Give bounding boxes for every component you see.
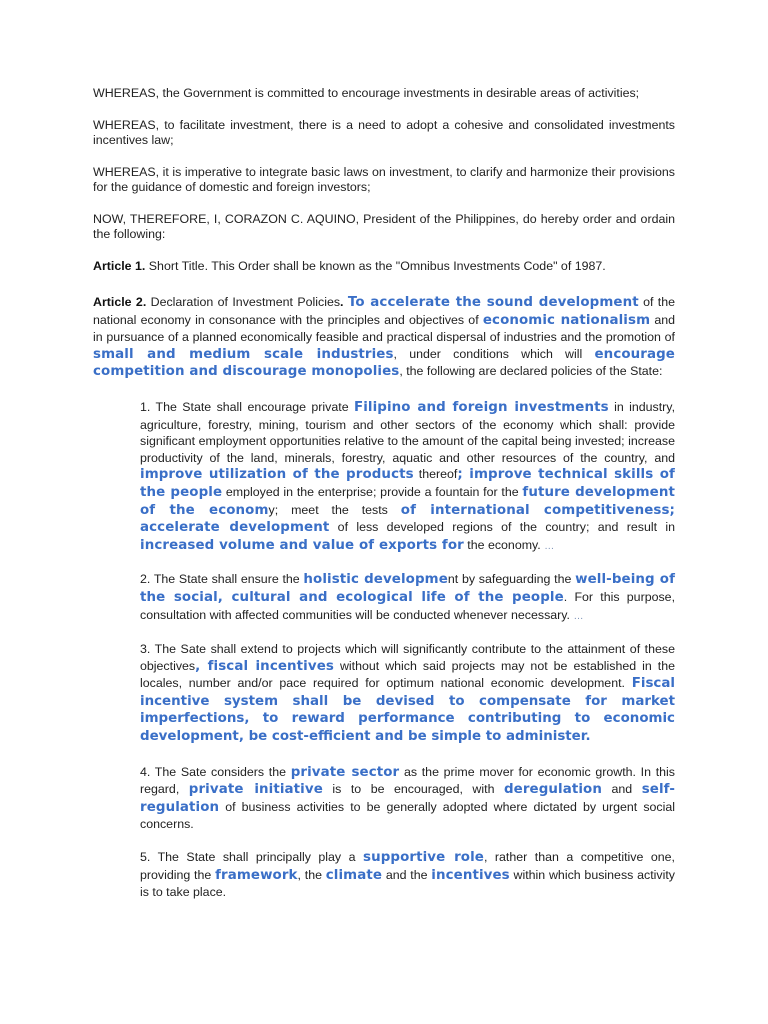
- policy-5-text-4: and the: [382, 867, 432, 882]
- article-2-text-3: , under conditions which will: [393, 346, 595, 361]
- policy-4-text-2: as the prime mover for economic growth. In this regard,: [140, 764, 675, 797]
- highlight-private-initiative: private initiative: [188, 782, 323, 798]
- highlight-fiscal-incentives: fiscal incentives: [207, 658, 334, 674]
- article-2-text-2: and in pursuance of a planned economically feasible and practical dispersal of industries and the promotion of: [93, 312, 675, 345]
- policy-1-text-1: 1. The State shall encourage private: [140, 399, 354, 414]
- policy-4-text-5: of business activities to be generally adopted where dictated by urgent social concerns.: [140, 799, 675, 832]
- policy-5-text-5: within which business activity is to take place.: [140, 867, 675, 900]
- policy-2-text-1: 2. The State shall ensure the: [140, 572, 304, 587]
- policy-item-4: [140, 764, 675, 833]
- policy-5-text-1: 5. The State shall principally play a: [140, 850, 363, 865]
- policy-4-text-3: is to be encouraged, with: [322, 782, 504, 797]
- highlight-incentives: incentives: [431, 867, 510, 883]
- article-2: [93, 294, 675, 381]
- policy-item-3: [140, 641, 675, 746]
- policy-1-text-6: of less developed regions of the country; and result in: [329, 520, 675, 535]
- ellipsis-marker: …: [544, 540, 555, 552]
- highlight-deregulation: deregulation: [503, 782, 602, 798]
- article-2-text-1: of the national economy in consonance with the principles and objectives of: [93, 295, 675, 327]
- highlight-improve-utilization: improve utilization of the products: [140, 467, 414, 483]
- highlight-self-regulation: self-regulation: [140, 782, 675, 815]
- article-2-text-4: , the following are declared policies of the State:: [399, 364, 663, 379]
- policy-5-text-3: , the: [297, 867, 326, 882]
- policy-3-comma: ,: [195, 658, 208, 674]
- highlight-climate: climate: [325, 867, 383, 883]
- highlight-economic-nationalism: economic nationalism: [482, 312, 651, 328]
- article-2-dot: .: [340, 295, 348, 309]
- highlight-investments: Filipino and foreign investments: [353, 399, 609, 415]
- highlight-encourage-competition: encourage competition and discourage monopolies: [93, 346, 675, 380]
- whereas-clause-3: WHEREAS, it is imperative to integrate basic laws on investment, to clarify and harmonize their provisions for the guidance of domestic and foreign investors;: [93, 164, 675, 194]
- policy-1-text-7: the economy.: [463, 537, 545, 552]
- highlight-fiscal-incentive-system: Fiscal incentive system shall be devised to compensate for market imperfections, to reward performance contributing to economic development, be cost-efficient and be simple to administer.: [140, 676, 675, 745]
- highlight-technical-skills: ; improve technical skills of the people: [140, 467, 675, 500]
- highlight-future-development: future development of the econom: [140, 484, 675, 518]
- document-page: [93, 86, 675, 915]
- highlight-private-sector: private sector: [290, 764, 400, 780]
- highlight-holistic-development: holistic developme: [303, 572, 448, 588]
- policy-2-text-3: . For this purpose, consultation with affected communities will be conducted whenever necessary.: [140, 589, 676, 622]
- policy-list: [140, 399, 675, 901]
- whereas-clause-2: WHEREAS, to facilitate investment, there is a need to adopt a cohesive and consolidated investments incentives law;: [93, 117, 675, 147]
- article-2-label: Article 2.: [93, 295, 147, 309]
- policy-4-text-1: 4. The Sate considers the: [140, 764, 291, 779]
- whereas-clause-1: WHEREAS, the Government is committed to encourage investments in desirable areas of activities;: [93, 86, 640, 100]
- policy-1-text-5: y; meet the tests: [268, 502, 401, 517]
- policy-5-text-2: , rather than a competitive one, providing the: [140, 850, 675, 882]
- policy-1-text-3: thereof: [413, 467, 458, 482]
- policy-item-1: [140, 399, 675, 555]
- highlight-exports: increased volume and value of exports for: [140, 537, 464, 553]
- article-1-label: Article 1.: [93, 258, 146, 273]
- highlight-supportive-role: supportive role: [363, 850, 484, 866]
- article-1: [93, 259, 675, 275]
- article-1-text: Short Title. This Order shall be known as the "Omnibus Investments Code" of 1987.: [145, 258, 606, 273]
- ellipsis-marker: …: [573, 610, 584, 622]
- policy-3-text-1: 3. The Sate shall extend to projects which will significantly contribute to the attainment of these objectives: [140, 642, 675, 673]
- highlight-international-competitiveness: of international competitiveness; accelerate development: [140, 502, 675, 536]
- now-therefore-clause: NOW, THEREFORE, I, CORAZON C. AQUINO, President of the Philippines, do hereby order and ordain the following:: [93, 211, 675, 241]
- policy-item-5: [140, 849, 675, 901]
- policy-4-text-4: and: [602, 782, 642, 797]
- article-2-heading: Declaration of Investment Policies: [146, 295, 341, 309]
- policy-item-2: [140, 571, 675, 625]
- highlight-small-medium-industries: small and medium scale industries: [93, 346, 394, 362]
- policy-1-text-4: employed in the enterprise; provide a fountain for the: [222, 484, 523, 499]
- policy-3-text-2: without which said projects may not be established in the locales, number and/or pace required for optimum national economic development.: [140, 658, 675, 691]
- highlight-sound-development: To accelerate the sound development: [347, 295, 639, 310]
- highlight-well-being: well-being of the social, cultural and ecological life of the people: [140, 572, 675, 605]
- policy-1-text-2: in industry, agriculture, forestry, mining, tourism and other sectors of the economy which shall: provide significant employment opportunities relative to the amount of the capital being invested; increase productivity of the land, minerals, forestry, aquatic and other resources of the country, and: [140, 399, 676, 465]
- highlight-framework: framework: [215, 867, 298, 883]
- policy-2-text-2: nt by safeguarding the: [447, 572, 576, 587]
